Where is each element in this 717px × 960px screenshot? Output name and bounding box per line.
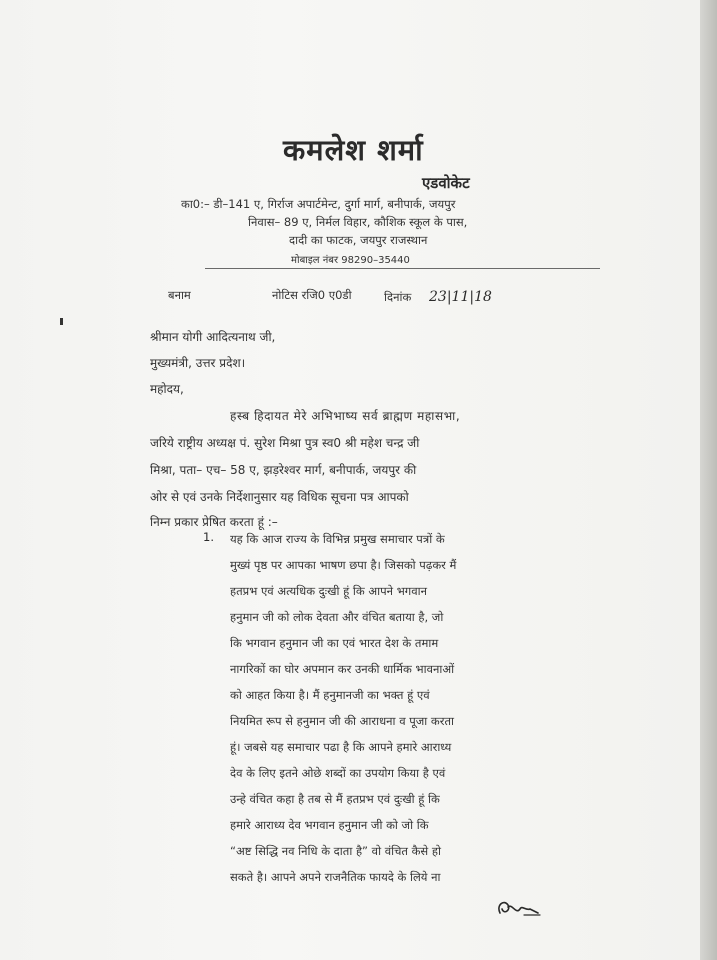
residence-address-2: दादी का फाटक, जयपुर राजस्थान xyxy=(289,233,428,247)
item-line: कि भगवान हनुमान जी का एवं भारत देश के तमाम xyxy=(230,636,439,650)
date-label: दिनांक xyxy=(384,290,412,304)
advocate-title: एडवोकेट xyxy=(422,174,470,192)
notice-type: नोटिस रजि0 ए0डी xyxy=(272,288,352,302)
item-line: नागरिकों का घोर अपमान कर उनकी धार्मिक भावनाओं xyxy=(230,662,455,676)
item-number: 1. xyxy=(203,530,214,544)
intro-line: जरिये राष्ट्रीय अध्यक्ष पं. सुरेश मिश्रा पुत्र स्व0 श्री महेश चन्द्र जी xyxy=(150,436,420,450)
salutation: महोदय, xyxy=(150,382,184,396)
item-line: हतप्रभ एवं अत्यधिक दुःखी हूं कि आपने भगवान xyxy=(230,584,428,598)
office-address: का0:– डी–141 ए, गिर्राज अपार्टमेन्ट, दुर्गा मार्ग, बनीपार्क, जयपुर xyxy=(181,197,456,211)
item-line: हूं। जबसे यह समाचार पढा है कि आपने हमारे आराध्य xyxy=(230,740,452,754)
banam-label: बनाम xyxy=(168,288,191,302)
item-line: देव के लिए इतने ओछे शब्दों का उपयोग किया है एवं xyxy=(230,766,446,780)
letterhead-divider xyxy=(205,268,600,269)
page-edge xyxy=(700,0,717,960)
margin-mark xyxy=(60,318,63,325)
item-line: यह कि आज राज्य के विभिन्न प्रमुख समाचार पत्रों के xyxy=(230,532,445,546)
residence-address-1: निवास– 89 ए, निर्मल विहार, कौशिक स्कूल के पास, xyxy=(248,215,468,229)
signature xyxy=(494,895,544,921)
item-line: सकते है। आपने अपने राजनैतिक फायदे के लिये ना xyxy=(230,870,441,884)
item-line: हनुमान जी को लोक देवता और वंचित बताया है, जो xyxy=(230,610,444,624)
intro-line: ओर से एवं उनके निर्देशानुसार यह विधिक सूचना पत्र आपको xyxy=(150,490,409,504)
item-line: मुख्यं पृष्ठ पर आपका भाषण छपा है। जिसको पढ़कर मैं xyxy=(230,558,457,572)
advocate-name: कमलेश शर्मा xyxy=(283,133,424,167)
item-line: को आहत किया है। मैं हनुमानजी का भक्त हूं एवं xyxy=(230,688,430,702)
intro-line: मिश्रा, पता– एच– 58 ए, झड़रेश्वर मार्ग, बनीपार्क, जयपुर की xyxy=(150,463,417,477)
intro-line: निम्न प्रकार प्रेषित करता हूं :– xyxy=(150,515,278,529)
item-line: नियमित रूप से हनुमान जी की आराधना व पूजा करता xyxy=(230,714,455,728)
recipient-name: श्रीमान योगी आदित्यनाथ जी, xyxy=(150,330,276,344)
recipient-designation: मुख्यमंत्री, उत्तर प्रदेश। xyxy=(150,356,246,370)
item-line: हमारे आराध्य देव भगवान हनुमान जी को जो कि xyxy=(230,818,429,832)
item-line: “अष्ट सिद्धि नव निधि के दाता है” वो वंचित कैसे हो xyxy=(230,844,441,858)
date-value: 23|11|18 xyxy=(429,289,492,305)
item-line: उन्हे वंचित कहा है तब से मैं हतप्रभ एवं दुःखी हूं कि xyxy=(230,792,440,806)
mobile-number: मोबाइल नंबर 98290–35440 xyxy=(291,255,410,266)
intro-line: हस्ब हिदायत मेरे अभिभाष्य सर्व ब्राह्मण महासभा, xyxy=(230,409,461,423)
